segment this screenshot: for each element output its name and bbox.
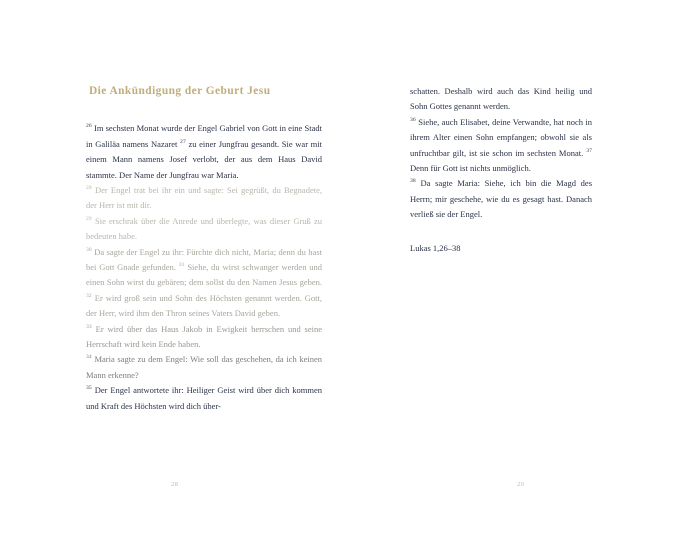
- verse-text: Der Engel trat bei ihr ein und sagte: Sei gegrüßt, du Begnadete, der Herr ist mit dir.: [86, 185, 322, 211]
- scripture-paragraph: [86, 214, 322, 245]
- verse-number: 36: [410, 116, 416, 123]
- scripture-paragraph: [86, 322, 322, 353]
- scripture-paragraph: [410, 84, 592, 115]
- verse-text: zu einer Jungfrau gesandt. Sie war mit einem Mann namens Josef verlobt, der aus dem Haus David stammte. Der Name der Jungfrau war Maria.: [86, 138, 322, 180]
- verse-number: 29: [86, 216, 92, 222]
- verse-number: 32: [86, 293, 92, 300]
- verse-number: 27: [180, 138, 186, 145]
- verse-text: Er wird über das Haus Jakob in Ewigkeit herrschen und seine Herrschaft wird kein Ende haben.: [86, 323, 323, 350]
- verse-text: Da sagte Maria: Siehe, ich bin die Magd des Herrn; mir geschehe, wie du es gesagt hast. Danach verließ sie der Engel.: [410, 178, 593, 220]
- verse-text: Er wird groß sein und Sohn des Höchsten genannt werden. Gott, der Herr, wird ihm den Thron seines Vaters David geben.: [86, 292, 323, 319]
- scripture-paragraph: [86, 183, 322, 214]
- verse-text: Im sechsten Monat wurde der Engel Gabriel von Gott in eine Stadt in Galiläa namens Nazaret: [86, 123, 322, 149]
- verse-number: 35: [86, 385, 92, 392]
- scripture-paragraph: [86, 383, 322, 414]
- scripture-paragraph: [86, 352, 322, 383]
- scripture-paragraph: [86, 245, 322, 322]
- page-title: Die Ankündigung der Geburt Jesu: [89, 85, 271, 97]
- page-number-right: 29: [517, 481, 525, 488]
- scripture-paragraph: [410, 176, 592, 222]
- verse-number: 26: [86, 123, 92, 130]
- scripture-reference: Lukas 1,26–38: [410, 242, 461, 253]
- scripture-paragraph: [410, 115, 592, 177]
- right-page-body: [410, 84, 592, 256]
- scripture-paragraph: [86, 121, 322, 183]
- verse-number: 37: [586, 147, 593, 154]
- right-page-column: [410, 84, 592, 256]
- left-page-column: [86, 84, 322, 414]
- left-page-body: [86, 121, 322, 414]
- page-number-left: 28: [171, 481, 179, 488]
- verse-number: 38: [410, 178, 416, 185]
- verse-number: 33: [86, 323, 92, 330]
- verse-text: Denn für Gott ist nichts unmöglich.: [410, 163, 531, 174]
- verse-text: Da sagte der Engel zu ihr: Fürchte dich nicht, Maria; denn du hast bei Gott Gnade gefunden.: [86, 246, 322, 273]
- verse-number: 31: [178, 262, 185, 269]
- verse-text: Siehe, auch Elisabet, deine Verwandte, hat noch in ihrem Alter einen Sohn empfangen; obwohl sie als unfruchtbar gilt, ist sie schon im sechsten Monat.: [410, 116, 593, 158]
- verse-text: Siehe, du wirst schwanger werden und einen Sohn wirst du gebären; dem sollst du den Namen Jesus geben.: [86, 262, 323, 288]
- verse-text: schatten. Deshalb wird auch das Kind heilig und Sohn Gottes genannt werden.: [410, 86, 592, 112]
- verse-text: Der Engel antwortete ihr: Heiliger Geist wird über dich kommen und Kraft des Höchsten wird dich über-: [86, 385, 323, 411]
- verse-text: Sie erschrak über die Anrede und überlegte, was dieser Gruß zu bedeuten habe.: [86, 215, 323, 242]
- verse-text: Maria sagte zu dem Engel: Wie soll das geschehen, da ich keinen Mann erkenne?: [86, 354, 323, 380]
- verse-number: 28: [86, 185, 92, 192]
- verse-number: 30: [86, 246, 92, 253]
- verse-number: 34: [86, 354, 92, 361]
